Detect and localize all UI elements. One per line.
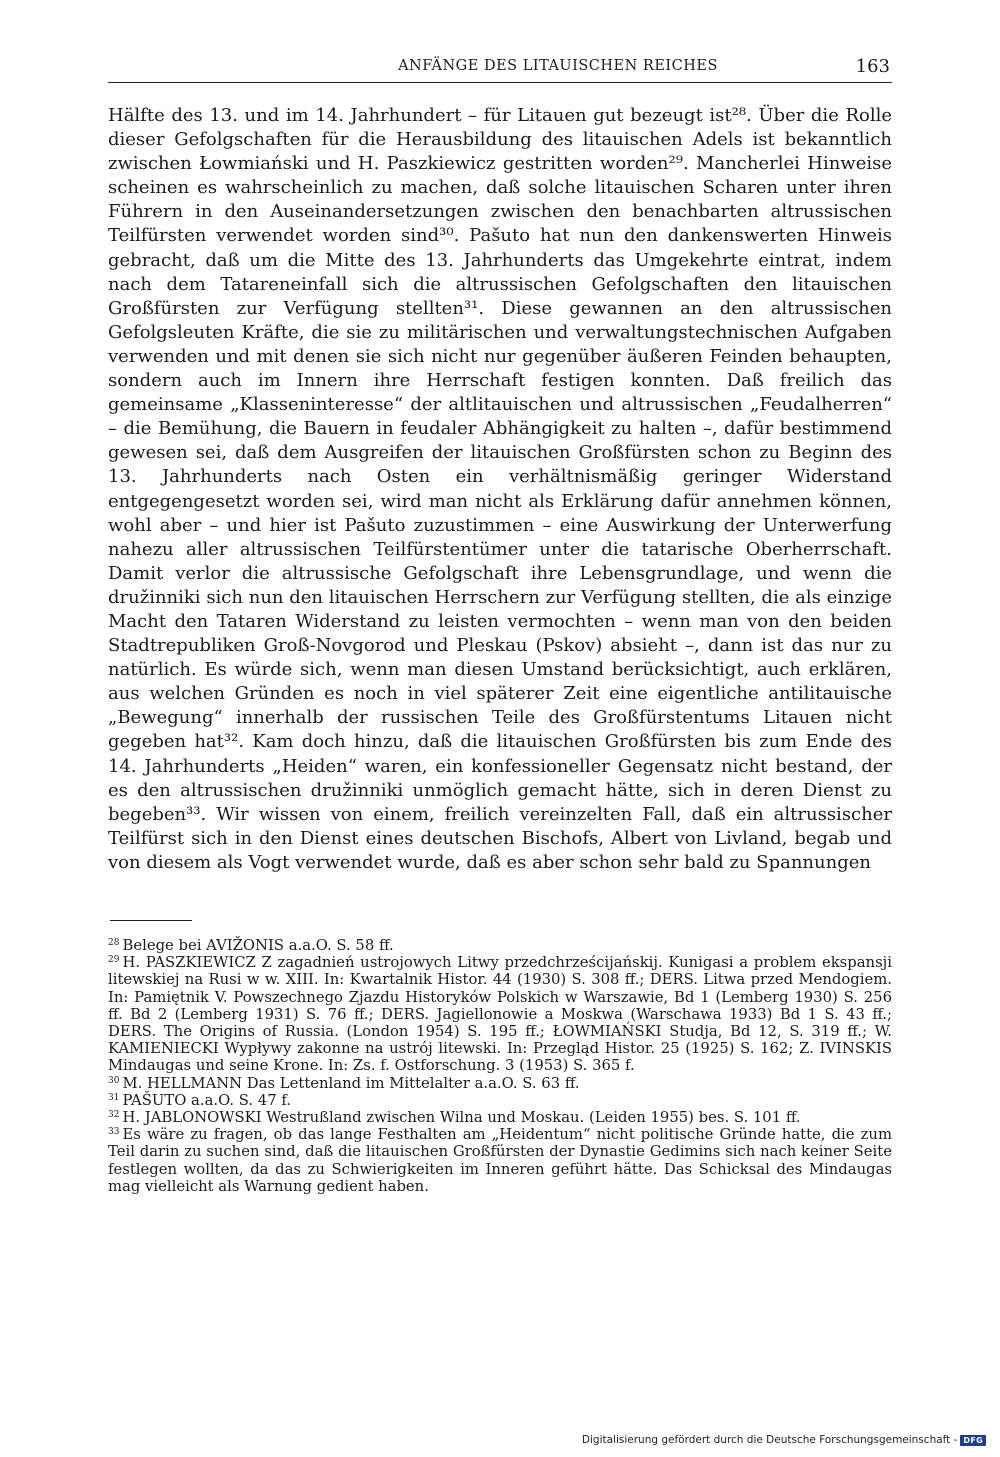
- footnote-31: [108, 1092, 892, 1109]
- footnote-text: PAŠUTO a.a.O. S. 47 f.: [122, 1091, 291, 1109]
- page-header: [108, 58, 892, 83]
- footnote-28: [108, 937, 892, 954]
- footnote-number: 32: [108, 1110, 120, 1121]
- footnotes: [108, 937, 892, 1195]
- footnote-number: 28: [108, 938, 120, 948]
- running-head: ANFÄNGE DES LITAUISCHEN REICHES: [398, 58, 718, 74]
- footnote-text: Es wäre zu fragen, ob das lange Festhalten am „Heidentum“ nicht politische Gründe hatte, die zum Teil darin zu suchen sind, daß die litauischen Großfürsten der Dynastie Gedimins sich nach keiner Seite festlegen wollten, da das zu Schwierigkeiten im Inneren geführt hätte. Das Schicksal des Mindaugas mag vielleicht als Warnung gedient haben.: [108, 1126, 892, 1195]
- footnote-separator: [110, 920, 192, 921]
- footnote-text: M. HELLMANN Das Lettenland im Mittelalter a.a.O. S. 63 ff.: [122, 1074, 580, 1092]
- footnote-number: 33: [108, 1127, 120, 1138]
- footnote-30: [108, 1075, 892, 1092]
- page-number: 163: [855, 56, 890, 77]
- footnote-number: 31: [108, 1092, 120, 1103]
- dfg-logo-icon: DFG: [960, 1435, 986, 1446]
- footnote-text: Belege bei AVIŽONIS a.a.O. S. 58 ff.: [122, 937, 394, 954]
- footnote-number: 30: [108, 1075, 120, 1086]
- footnote-text: H. PASZKIEWICZ Z zagadnień ustrojowych Litwy przedchrześcijańskij. Kunigasi a problem ekspansji litewskiej na Rusi w w. XIII. In: Kwartalnik Histor. 44 (1930) S. 308 ff.; DERS. Litwa przed Mendogiem. In: Pamiętnik V. Powszechnego Zjazdu Historyków Polskich w Warszawie, Bd 1 (Lemberg 1930) S. 256 ff. Bd 2 (Lemberg 1931) S. 76 ff.; DERS. Jagiellonowie a Moskwa (Warschawa 1933) Bd 1 S. 43 ff.; DERS. The Origins of Russia. (London 1954) S. 195 ff.; ŁOWMIAŃSKI Studja, Bd 12, S. 319 ff.; W. KAMIENIECKI Wypływy zakonne na ustrój litewski. In: Przegląd Histor. 25 (1925) S. 162; Z. IVINSKIS Mindaugas und seine Krone. In: Zs. f. Ostforschung. 3 (1953) S. 365 f.: [108, 954, 892, 1075]
- digitization-credit: [582, 1434, 986, 1446]
- body-paragraph: Hälfte des 13. und im 14. Jahrhundert – für Litauen gut bezeugt ist²⁸. Über die Rolle dieser Gefolgschaften für die Herausbildung des litauischen Adels ist bekanntlich zwischen Łowmiański und H. Paszkiewicz gestritten worden²⁹. Mancherlei Hinweise scheinen es wahrscheinlich zu machen, daß solche litauischen Scharen unter ihren Führern in den Auseinandersetzungen zwischen den benachbarten altrussischen Teilfürsten verwendet worden sind³⁰. Pašuto hat nun den dankenswerten Hinweis gebracht, daß um die Mitte des 13. Jahrhunderts das Umgekehrte eintrat, indem nach dem Tatareneinfall sich die altrussischen Gefolgschaften den litauischen Großfürsten zur Verfügung stellten³¹. Diese gewannen an den altrussischen Gefolgsleuten Kräfte, die sie zu militärischen und verwaltungstechnischen Aufgaben verwenden und mit denen sie sich nicht nur gegenüber äußeren Feinden behaupten, sondern auch im Innern ihre Herrschaft festigen konnten. Daß freilich das gemeinsame „Klasseninteresse“ der altlitauischen und altrussischen „Feudalherren“ – die Bemühung, die Bauern in feudaler Abhängigkeit zu halten –, dafür bestimmend gewesen sei, daß dem Ausgreifen der litauischen Großfürsten schon zu Beginn des 13. Jahrhunderts nach Osten ein verhältnismäßig geringer Widerstand entgegengesetzt worden sei, wird man nicht als Erklärung dafür annehmen können, wohl aber – und hier ist Pašuto zuzustimmen – eine Auswirkung der Unterwerfung nahezu aller altrussischen Teilfürstentümer unter die tatarische Oberherrschaft. Damit verlor die altrussische Gefolgschaft ihre Lebensgrundlage, und wenn die družinniki sich nun den litauischen Herrschern zur Verfügung stellten, die als einzige Macht den Tataren Widerstand zu leisten vermochten – wenn man von den beiden Stadtrepubliken Groß-Novgorod und Pleskau (Pskov) absieht –, dann ist das nur zu natürlich. Es würde sich, wenn man diesen Umstand berücksichtigt, auch erklären, aus welchen Gründen es noch in viel späterer Zeit eine eigentliche antilitauische „Bewegung“ innerhalb der russischen Teile des Großfürstentums Litauen nicht gegeben hat³². Kam doch hinzu, daß die litauischen Großfürsten bis zum Ende des 14. Jahrhunderts „Heiden“ waren, ein konfessioneller Gegensatz nicht bestand, der es den altrussischen družinniki unmöglich gemacht hätte, sich in deren Dienst zu begeben³³. Wir wissen von einem, freilich vereinzelten Fall, daß ein altrussischer Teilfürst sich in den Dienst eines deutschen Bischofs, Albert von Livland, begab und von diesem als Vogt verwendet wurde, daß es aber schon sehr bald zu Spannungen: [108, 105, 892, 873]
- footnote-33: [108, 1126, 892, 1195]
- footnote-32: [108, 1109, 892, 1126]
- footnote-29: [108, 954, 892, 1074]
- body-text: [108, 104, 892, 875]
- footnote-text: H. JABLONOWSKI Westrußland zwischen Wilna und Moskau. (Leiden 1955) bes. S. 101 ff.: [122, 1109, 801, 1127]
- footnote-number: 29: [108, 955, 120, 966]
- credit-text: Digitalisierung gefördert durch die Deutsche Forschungsgemeinschaft -: [581, 1434, 958, 1446]
